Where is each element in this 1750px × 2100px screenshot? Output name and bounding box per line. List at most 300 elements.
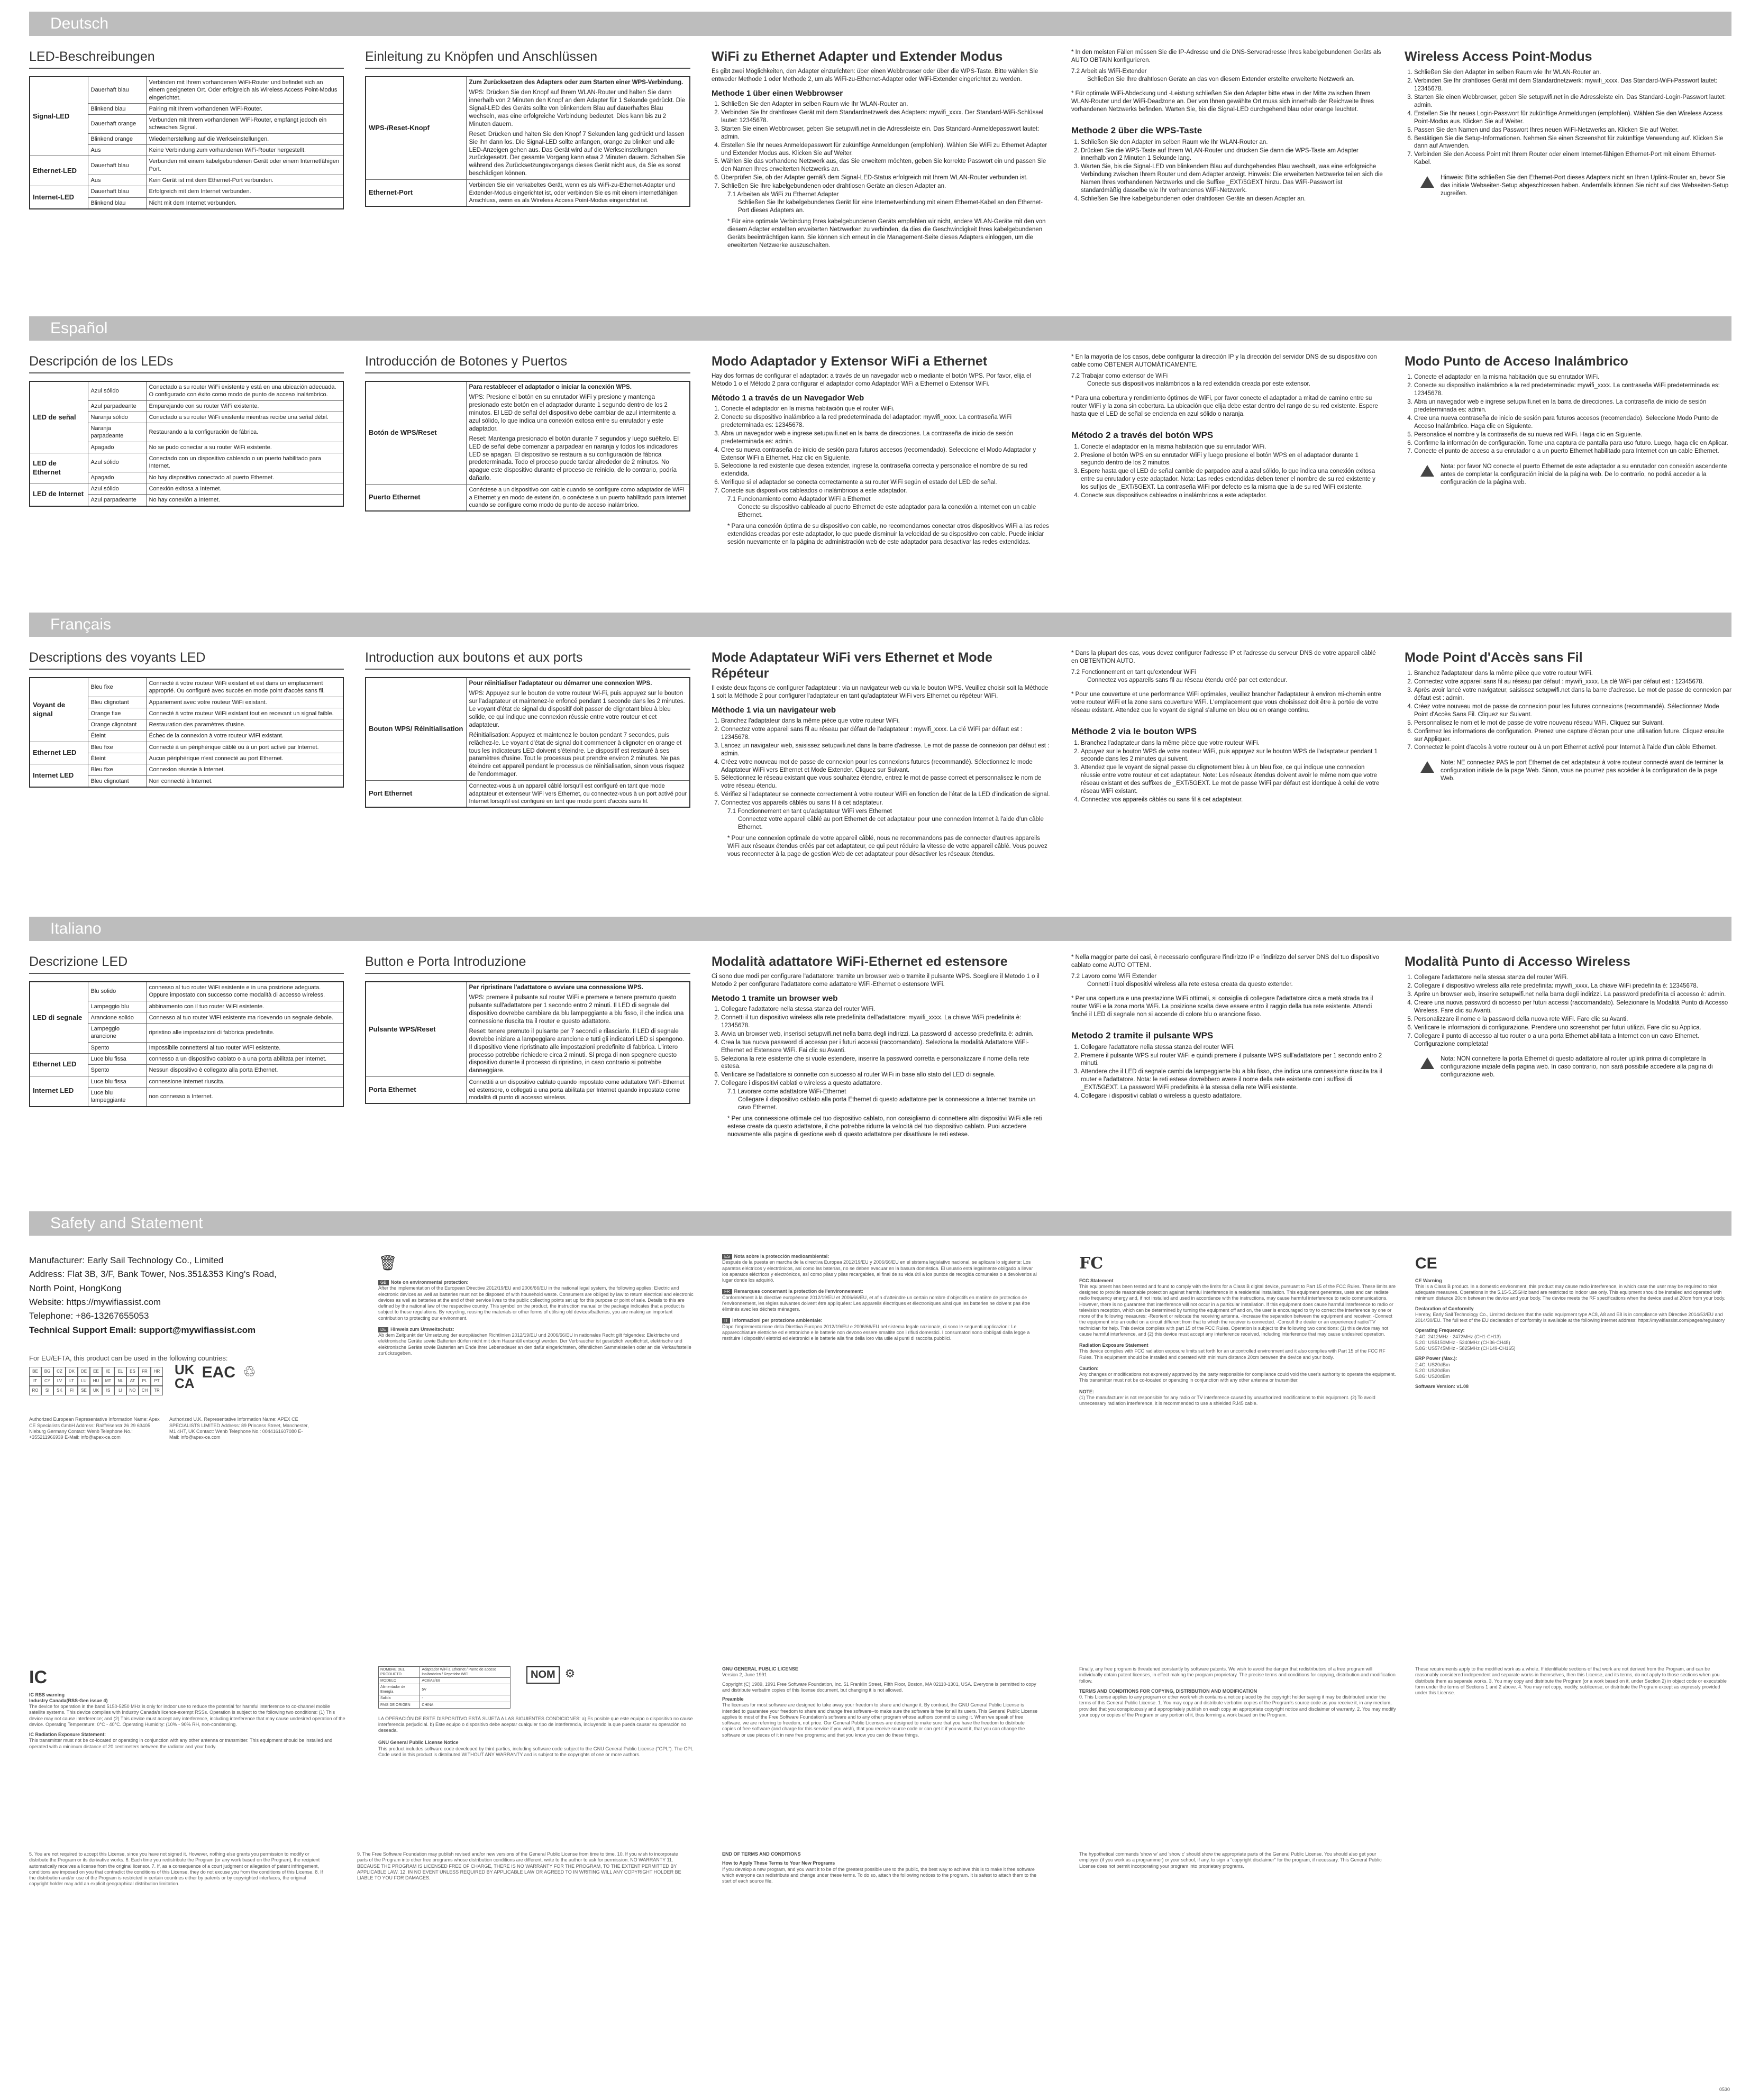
step-7-1-title: 7.1 Lavorare come adattatore WiFi-Ethernet xyxy=(727,1089,846,1095)
section-es xyxy=(29,316,1731,546)
gpl-sections-5-8: 5. You are not required to accept this License, since you have not signed it. However, nothing else grants you permission to modify or distribute the Program or its derivative works. 6. Each time you redistribute the Program (or any work based on the Program), the recipient automatically receives a license from the original licensor. 7. If, as a consequence of a court judgment or allegation of patent infringement, conditions are imposed on you that contradict the conditions of this License, they do not excuse you from the conditions of this License. 8. If the distribution and/or use of the Program is restricted in certain countries either by patents or by copyrighted interfaces, the original copyright holder may add an explicit geographical distribution limitation. xyxy=(29,1851,323,1887)
country-code: RO xyxy=(29,1386,41,1395)
method2-title: Methode 2 über die WPS-Taste xyxy=(1071,125,1202,135)
button-title: Button e Porta Introduzione xyxy=(365,954,526,969)
section-de xyxy=(29,12,1731,250)
method1-column xyxy=(712,954,1071,1139)
step-item: 5. Personalice el nombre y la contraseña de su nueva red WiFi. Haga clic en Siguiente. xyxy=(1414,431,1731,439)
step-item: 3. Starten Sie einen Webbrowser, geben Sie setupwifi.net in die Adressleiste ein. Das Standard-Anmeldepasswort lautet: admin. xyxy=(721,125,1050,141)
step-item: 6. Confirme la información de configuración. Tome una captura de pantalla para uso futuro. Luego, haga clic en Aplicar. xyxy=(1414,440,1731,448)
led-description: Nicht mit dem Internet verbunden. xyxy=(146,197,343,209)
method1-title: Méthode 1 via un navigateur web xyxy=(712,705,836,715)
step-item: 3. Starten Sie einen Webbrowser, geben Sie setupwifi.net in die Adressleiste ein. Das Standard-Login-Passwort lautet: admin. xyxy=(1414,94,1731,109)
ethernet-row xyxy=(366,1077,690,1103)
it-tag-icon: IT xyxy=(722,1318,730,1323)
step-item: 1. Collegare l'adattatore nella stessa stanza del router WiFi. xyxy=(1414,974,1731,982)
ethernet-row xyxy=(366,180,690,206)
led-description: Conectado con un dispositivo cableado o un puerto habilitado para Internet. xyxy=(146,453,343,472)
step-item: 4. Erstellen Sie Ihr neues Anmeldepasswort für zukünftige Anmeldungen (empfohlen). Wählen Sie WiFi zu Ethernet Adapter und Extender Modus aus. Klicken Sie auf Weiter. xyxy=(721,142,1050,158)
nom-key: Salida xyxy=(379,1695,420,1702)
led-state: Apagado xyxy=(88,472,146,483)
divider xyxy=(365,669,690,670)
ap-steps xyxy=(1405,670,1731,752)
fcc-block xyxy=(1079,1254,1397,1407)
step-item: 4. Erstellen Sie Ihr neues Login-Passwort für zukünftige Anmeldungen (empfohlen). Wählen Sie den Wireless Access Point-Modus aus. Klicken Sie auf Weiter. xyxy=(1414,110,1731,126)
wee-bin-icon: ♲ xyxy=(242,1364,257,1381)
led-state: Azul sólido xyxy=(88,453,146,472)
wps-button-desc xyxy=(466,678,690,781)
step-item: 2. Verbinden Sie Ihr drahtloses Gerät mit dem Standardnetzwerk des Adapters: mywifi_xxxx. Der Standard-WiFi-Schlüssel lautet: 12345678. xyxy=(721,109,1050,125)
led-row xyxy=(30,483,343,494)
gpl-sections-9-12: 9. The Free Software Foundation may publish revised and/or new versions of the General Public License from time to time. 10. If you wish to incorporate parts of the Program into other free programs whose distribution conditions are different, write to the author to ask for permission. NO WARRANTY 11. BECAUSE THE PROGRAM IS LICENSED FREE OF CHARGE, THERE IS NO WARRANTY FOR THE PROGRAM, TO THE EXTENT PERMITTED BY APPLICABLE LAW. 12. IN NO EVENT UNLESS REQUIRED BY APPLICABLE LAW OR AGREED TO IN WRITING WILL ANY COPYRIGHT HOLDER BE LIABLE TO YOU FOR DAMAGES. xyxy=(357,1851,681,1880)
step-item: 7. Conecte sus dispositivos cableados o inalámbricos a este adaptador. xyxy=(721,487,1050,495)
led-title: Descriptions des voyants LED xyxy=(29,650,206,665)
wps-button-desc xyxy=(466,77,690,180)
country-code: UK xyxy=(90,1386,102,1395)
es-tag-icon: ES xyxy=(722,1254,732,1259)
led-description: No hay dispositivo conectado al puerto Ethernet. xyxy=(146,472,343,483)
button-table xyxy=(365,76,690,207)
step-item: 4. Creare una nuova password di accesso per futuri accessi (raccomandato). Selezionare la Modalità Punto di Accesso Wireless. Fare clic su Avanti. xyxy=(1414,999,1731,1015)
divider xyxy=(365,973,690,974)
env-es-title: Nota sobre la protección medioambiental: xyxy=(734,1254,830,1259)
step-item: 3. Avvia un browser web, inserisci setupwifi.net nella barra degli indirizzi. La password di accesso predefinita è: admin. xyxy=(721,1030,1050,1038)
step-7-2-text: Conecte sus dispositivos inalámbricos a la red extendida creada por este extensor. xyxy=(1087,380,1310,387)
country-code: LI xyxy=(114,1386,126,1395)
ip-footnote: * Dans la plupart des cas, vous devez configurer l'adresse IP et l'adresse du serveur DNS de votre appareil câblé en OBTENTION AUTO. xyxy=(1071,650,1376,664)
support-email[interactable]: Technical Support Email: support@mywifiassist.com xyxy=(29,1325,256,1335)
erp-52: 5.2G: US20dBm xyxy=(1415,1367,1450,1373)
coverage-footnote: * Für optimale WiFi-Abdeckung und -Leistung schließen Sie den Adapter bitte etwa in der Mitte zwischen Ihrem WLAN-Router und der WiFi-Deadzone an. Der von Ihnen gewählte Ort muss sich innerhalb der Reichweite Ihres vorhandenen Netzwerks befinden. Warten Sie, bis die Signal-LED durchgehend blau oder orange leuchtet. xyxy=(1071,90,1374,113)
method2-steps xyxy=(1071,739,1383,805)
ic-text: The device for operation in the band 5150-5250 MHz is only for indoor use to reduce the potential for harmful interference to co-channel mobile satellite systems. This device complies with Industry Canada's licence-exempt RSSs. Operation is subject to the following two conditions: (1) This device may not cause interference; and (2) This device must accept any interference, including interference that may cause undesired operation of the device. Operating Temperature: 0°C - 40°C. Operating Humidity: (10% - 90% RH, non-condensing. xyxy=(29,1704,345,1727)
nom-table xyxy=(378,1666,511,1709)
led-group-label: Ethernet LED xyxy=(30,742,88,764)
led-state: Blinkend blau xyxy=(88,103,146,114)
section-it xyxy=(29,917,1731,1139)
led-state: Azul sólido xyxy=(88,483,146,494)
country-code: EL xyxy=(114,1367,126,1376)
nom-value: CHINA xyxy=(420,1702,511,1708)
country-code: DK xyxy=(66,1367,78,1376)
country-code: SI xyxy=(41,1386,53,1395)
step-item: 3. Après avoir lancé votre navigateur, saisissez setupwifi.net dans la barre d'adresse. Le mot de passe de connexion par défaut est : admin. xyxy=(1414,687,1731,702)
step-item: 7. Verbinden Sie den Access Point mit Ihrem Router oder einem Internet-fähigen Ethernet-Port mit einem Ethernet-Kabel. xyxy=(1414,151,1731,167)
step-item: 1. Conecte el adaptador en la misma habitación que su enrutador WiFi. xyxy=(1081,443,1383,451)
nom-key: NOMBRE DEL PRODUCTO xyxy=(379,1667,420,1678)
method2-column xyxy=(1071,353,1405,546)
nom-value: AC8/A8/E8 xyxy=(420,1678,511,1684)
step-item: 5. Seleziona la rete esistente che si vuole estendere, inserire la password corretta e personalizzare il nome della rete estesa. xyxy=(721,1055,1050,1071)
nom-key: MODELO xyxy=(379,1678,420,1684)
step-item: 3. Espere hasta que el LED de señal cambie de parpadeo azul a azul sólido, lo que indica una conexión exitosa entre su enrutador y este adaptador. Nota: Las redes extendidas deben tener el nombre de su red existente y los sufijos de _EXT/5GEXT. La contraseña WiFi por defecto es la misma que la de su red WiFi existente. xyxy=(1081,468,1383,491)
env-fr-text: Conformément à la directive européenne 2012/19/EU et 2006/66/EU, et afin d'atteindre un certain nombre d'objectifs en matière de protection de l'environnement, les règles suivantes doivent être appliquées: Les appareils électriques et électroniques ainsi que les batteries ne doivent pas être éliminés avec les déchets ménagers. xyxy=(722,1294,1031,1312)
led-description: No hay conexión a Internet. xyxy=(146,495,343,506)
ap-column xyxy=(1405,49,1731,250)
led-state: Lampeggio arancione xyxy=(88,1024,146,1043)
step-item: 1. Schließen Sie den Adapter im selben Raum wie Ihr WLAN-Router an. xyxy=(1414,69,1731,77)
step-item: 2. Conecte su dispositivo inalámbrico a la red predeterminada del adaptador: mywifi_xxxx. La contraseña WiFi predeterminada es: 12345678. xyxy=(721,414,1050,430)
reset-text: Reset: Mantenga presionado el botón durante 7 segundos y luego suéltelo. El LED de señal debe comenzar a parpadear en naranja y todos los indicadores LED se apagan. El dispositivo se restaura a su configuración de fábrica predeterminada. Todo el proceso puede tardar alrededor de 2 minutos. No apague este dispositivo durante el proceso de reinicio, de lo contrario, podría dañarlo. xyxy=(469,435,679,482)
nom-block xyxy=(378,1666,696,1758)
safety-band: Safety and Statement xyxy=(29,1211,1731,1236)
erp-24: 2.4G: US20dBm xyxy=(1415,1362,1450,1367)
led-state: Dauerhaft blau xyxy=(88,77,146,103)
led-state: Orange fixe xyxy=(88,708,146,719)
ic-rad-text: This transmitter must not be co-located or operating in conjunction with any other antenna or transmitter. This equipment should be installed and operated with a minimum distance of 20 centimeters between the radiator and your body. xyxy=(29,1738,333,1749)
step-item: 5. Seleccione la red existente que desea extender, ingrese la contraseña correcta y personalice el nombre de su red extendida. xyxy=(721,462,1050,478)
method1-steps xyxy=(712,405,1050,495)
wps-row xyxy=(366,77,690,180)
step-item: 5. Personalizzare il nome e la password della nuova rete WiFi. Fare clic su Avanti. xyxy=(1414,1016,1731,1024)
led-description: Connexion réussie à Internet. xyxy=(146,764,343,775)
eu-representative: Authorized European Representative Information Name: Apex CE Specialists GmbH Address: Raiffeisenstr 26 29 63405 Nieburg Germany Contact: Wenb Telephone No.: +355211966939 E-Mail: info@apex-ce.com xyxy=(29,1417,160,1440)
fcc-note-text: (1) The manufacturer is not responsible for any radio or TV interference caused by unauthorized modifications to this equipment. (2) To avoid unnecessary radiation interference, it is recommended to use a shielded RJ45 cable. xyxy=(1079,1394,1375,1406)
led-column xyxy=(29,954,365,1139)
step-7-1-text: Connectez votre appareil câblé au port Ethernet de cet adaptateur pour une connexion Internet à l'aide d'un câble Ethernet. xyxy=(738,816,1044,831)
nom-mark-icon: NOM xyxy=(526,1666,560,1684)
ap-title: Modalità Punto di Accesso Wireless xyxy=(1405,954,1630,969)
method1-title: Metodo 1 tramite un browser web xyxy=(712,993,838,1003)
gpl-terms: 0. This License applies to any program or other work which contains a notice placed by the copyright holder saying it may be distributed under the terms of this General Public License. 1. You may copy and distribute verbatim copies of the Program's source code as you receive it, in any medium, provided that you conspicuously and appropriately publish on each copy an appropriate copyright notice and disclaimer of warranty. 2. You may modify your copy or copies of the Program or any portion of it, thus forming a work based on the Program. xyxy=(1079,1694,1396,1718)
nom-row xyxy=(379,1702,511,1708)
step-item: 1. Collegare l'adattatore nella stessa stanza del router WiFi. xyxy=(1081,1044,1383,1052)
gpl-block-6 xyxy=(1079,1851,1397,1869)
gpl-sections: These requirements apply to the modified work as a whole. If identifiable sections of that work are not derived from the Program, and can be reasonably considered independent and separate works in themselves, then this License, and its terms, do not apply to those sections when you distribute them as separate works. 3. You may copy and distribute the Program (or a work based on it, under Section 2) in object code or executable form under the terms of Sections 1 and 2 above. 4. You may not copy, modify, sublicense, or distribute the Program except as expressly provided under this License. xyxy=(1415,1666,1727,1695)
led-description: Connesso al tuo router WiFi esistente ma ricevendo un segnale debole. xyxy=(146,1012,343,1023)
led-group-label: LED di segnale xyxy=(30,982,88,1054)
step-item: 7. Collegare il punto di accesso al tuo router o a una porta Ethernet abilitata a Internet con un cavo Ethernet. Configurazione completata! xyxy=(1414,1033,1731,1048)
led-state: Dauerhaft blau xyxy=(88,186,146,197)
led-description: Kein Gerät ist mit dem Ethernet-Port verbunden. xyxy=(146,175,343,186)
ap-title: Modo Punto de Acceso Inalámbrico xyxy=(1405,354,1628,369)
led-group-label: Signal-LED xyxy=(30,77,88,156)
country-code: MT xyxy=(102,1376,114,1386)
gpl-preamble: The licenses for most software are designed to take away your freedom to share and change it. By contrast, the GNU General Public License is intended to guarantee your freedom to share and change free software--to make sure the software is free for all its users. This General Public License applies to most of the Free Software Foundation's software and to any other program whose authors commit to using it. When we speak of free software, we are referring to freedom, not price. Our General Public Licenses are designed to make sure that you have the freedom to distribute copies of free software (and charge for this service if you wish), that you receive source code or can get it if you want it, that you can change the software or use pieces of it in new free programs; and that you know you can do these things. xyxy=(722,1702,1038,1738)
freq-58: 5.8G: US5745MHz - 5825MHz (CH149-CH165) xyxy=(1415,1346,1516,1351)
step-item: 1. Schließen Sie den Adapter im selben Raum wie Ihr WLAN-Router an. xyxy=(1081,139,1383,147)
nom-row xyxy=(379,1678,511,1684)
led-description: Conectado a su router WiFi existente y está en una ubicación adecuada. O configurado con éxito como modo de punto de acceso inalámbrico. xyxy=(146,381,343,400)
led-state: Bleu clignotant xyxy=(88,775,146,787)
led-description: Keine Verbindung zum vorhandenen WiFi-Router hergestellt. xyxy=(146,145,343,156)
ap-title: Wireless Access Point-Modus xyxy=(1405,49,1592,64)
led-group-label: Internet-LED xyxy=(30,186,88,209)
manufacturer-info xyxy=(29,1254,325,1337)
led-description: Appariement avec votre routeur WiFi existant. xyxy=(146,697,343,708)
nyce-mark-icon: ⚙ xyxy=(564,1667,576,1680)
ip-footnote: * In den meisten Fällen müssen Sie die IP-Adresse und die DNS-Serveradresse Ihres kabelgebundenen Geräts als AUTO OBTAIN konfigurieren. xyxy=(1071,49,1381,63)
step-item: 3. Abra un navegador web e ingrese setupwifi.net en la barra de direcciones. La contraseña de inicio de sesión predeterminada es: admin. xyxy=(1414,398,1731,414)
page-number-text: 0530 xyxy=(1719,2087,1730,2092)
step-item: 2. Connectez votre appareil sans fil au réseau par défaut de l'adaptateur : mywifi_xxxx. La clé WiFi par défaut est : 12345678. xyxy=(721,726,1050,742)
country-code: HR xyxy=(151,1367,163,1376)
en-tag-icon: GB xyxy=(378,1280,389,1285)
led-description: No se pudo conectar a su router WiFi existente. xyxy=(146,442,343,453)
ce-mark-icon: CE xyxy=(1415,1255,1437,1272)
led-description: Verbinden mit Ihrem vorhandenen WiFi-Router und befindet sich an einem geeigneten Ort. Oder erfolgreich als Wireless Access Point-Modus eingerichtet. xyxy=(146,77,343,103)
method1-footnote: * Pour une connexion optimale de votre appareil câblé, nous ne recommandons pas de connecter d'autres appareils WiFi aux réseaux étendus créés par cet adaptateur, ce qui peut réduire la vitesse de votre appareil câblé. Vous pouvez vous reconnecter à la page de gestion Web de cet adaptateur pour désactiver les réseaux étendus. xyxy=(727,835,1047,857)
ic-block xyxy=(29,1666,347,1750)
nom-value: - xyxy=(420,1695,511,1702)
ip-footnote: * Nella maggior parte dei casi, è necessario configurare l'indirizzo IP e l'indirizzo del server DNS del tuo dispositivo cablato come AUTO OTTENI. xyxy=(1071,954,1380,969)
led-description: connesso a un dispositivo cablato o a una porta abilitata per Internet. xyxy=(146,1054,343,1065)
step-item: 2. Collegare il dispositivo wireless alla rete predefinita: mywifi_xxxx. La chiave WiFi predefinita è: 12345678. xyxy=(1414,982,1731,990)
step-item: 6. Verifique si el adaptador se conecta correctamente a su router WiFi según el estado del LED de señal. xyxy=(721,479,1050,487)
eu-countries-title: For EU/EFTA, this product can be used in the following countries: xyxy=(29,1354,228,1362)
led-state: Blu solido xyxy=(88,982,146,1001)
method2-title: Méthode 2 via le bouton WPS xyxy=(1071,726,1197,736)
adapter-mode-intro: Hay dos formas de configurar el adaptador: a través de un navegador web o mediante el botón WPS. Por favor, elija el Método 1 o el Método 2 para configurar el adaptador como Adaptador WiFi a Ethernet o Extensor WiFi. xyxy=(712,373,1032,387)
led-state: Azul parpadeante xyxy=(88,400,146,412)
rf-title: Radiation Exposure Statement xyxy=(1079,1343,1149,1348)
led-row xyxy=(30,453,343,472)
button-column xyxy=(365,49,712,250)
freq-24: 2.4G: 2412MHz - 2472MHz (CH1-CH13) xyxy=(1415,1334,1501,1339)
wps-head: Zum Zurücksetzen des Adapters oder zum Starten einer WPS-Verbindung. xyxy=(469,79,683,86)
wps-button-label: Botón de WPS/Reset xyxy=(366,381,466,485)
led-description: Verbunden mit einem kabelgebundenen Gerät oder einem Internetfähigen Port. xyxy=(146,156,343,175)
wps-row xyxy=(366,982,690,1077)
led-table xyxy=(29,381,344,507)
step-item: 7. Connectez le point d'accès à votre routeur ou à un port Ethernet activé pour Internet à l'aide d'un câble Ethernet. xyxy=(1414,744,1731,752)
fcc-text: This equipment has been tested and found to comply with the limits for a Class B digital device, pursuant to Part 15 of the FCC Rules. These limits are designed to provide reasonable protection against harmful interference in a residential installation. This equipment generates, uses and can radiate radio frequency energy and, if not installed and used in accordance with the instructions, may cause harmful interference to radio communications. However, there is no guarantee that interference will not occur in a particular installation. If this equipment does cause harmful interference to radio or television reception, which can be determined by turning the equipment off and on, the user is encouraged to try to correct the interference by one or more of the following measures: -Reorient or relocate the receiving antenna. -Increase the separation between the equipment and receiver. -Connect the equipment into an outlet on a circuit different from that to which the receiver is connected. -Consult the dealer or an experienced radio/TV technician for help. This device complies with part 15 of the FCC Rules. Operation is subject to the following two conditions: (1) this device may not cause harmful interference, and (2) this device must accept any interference received, including interference that may cause undesired operation. xyxy=(1079,1283,1396,1337)
led-title: Descrizione LED xyxy=(29,954,128,969)
ethernet-port-desc: Verbinden Sie ein verkabeltes Gerät, wenn es als WiFi-zu-Ethernet-Adapter und Extender-Modus eingerichtet ist, oder verbinden Sie es mit einem internetfähigen Anschluss, wenn es als Wireless Access Point-Modus eingerichtet ist. xyxy=(466,180,690,206)
led-state: Dauerhaft orange xyxy=(88,115,146,134)
address-city: North Point, HongKong xyxy=(29,1283,122,1293)
country-code: IT xyxy=(29,1376,41,1386)
led-state: Arancione solido xyxy=(88,1012,146,1023)
wps-button-desc xyxy=(466,381,690,485)
method1-steps xyxy=(712,717,1050,807)
divider xyxy=(29,973,344,974)
step-item: 4. Cree una nueva contraseña de inicio de sesión para futuros accesos (recomendado). Seleccione Modo Punto de Acceso Inalámbrico. Haga clic en Siguiente. xyxy=(1414,415,1731,431)
doc-text: Hereby, Early Sail Technology Co., Limited declares that the radio equipment type AC8, A8 and E8 is in compliance with Directive 2014/53/EU and 2014/30/EU. The full text of the EU declaration of conformity is available at the following internet address: https://mywifiassist.com/pages/regulatory xyxy=(1415,1311,1725,1323)
led-group-label: Voyant de signal xyxy=(30,678,88,742)
method2-column xyxy=(1071,954,1405,1139)
wps-text: WPS: Appuyez sur le bouton de votre routeur Wi-Fi, puis appuyez sur le bouton sur l'adaptateur et maintenez-le enfoncé pendant 1 seconde dans les 2 minutes. Le voyant d'état de signal du dispositif doit passer de clignotant bleu à bleu solide, ce qui indique une connexion réussie entre votre routeur et cet adaptateur. xyxy=(469,690,685,728)
address: Address: Flat 3B, 3/F, Bank Tower, Nos.351&353 King's Road, xyxy=(29,1269,277,1280)
ap-note xyxy=(1420,174,1731,198)
led-description: Non connecté à Internet. xyxy=(146,775,343,787)
button-table xyxy=(365,677,690,808)
button-column xyxy=(365,954,712,1139)
step-item: 4. Schließen Sie Ihre kabelgebundenen oder drahtlosen Geräte an diesen Adapter an. xyxy=(1081,195,1383,203)
telephone: Telephone: +86-13267655053 xyxy=(29,1311,149,1321)
coverage-footnote: * Para una cobertura y rendimiento óptimos de WiFi, por favor conecte el adaptador a mitad de camino entre su router WiFi y la zona sin cobertura. La ubicación que elija debe estar dentro del rango de su red existente. Espere hasta que el LED de señal se encienda en azul sólido o naranja. xyxy=(1071,395,1378,417)
coverage-footnote: * Pour une couverture et une performance WiFi optimales, veuillez brancher l'adaptateur à environ mi-chemin entre votre routeur WiFi et la zone sans couverture WiFi. L'emplacement que vous choisissez doit être à portée de votre réseau existant. Attendez que le voyant de signal s'allume en bleu ou en orange continu. xyxy=(1071,691,1381,714)
rf-text: This device complies with FCC radiation exposure limits set forth for an uncontrolled environment and it also complies with Part 15 of the FCC RF Rules. This equipment should be installed and operated with minimum distance 20cm between the device and your body. xyxy=(1079,1348,1386,1360)
coverage-footnote: * Per una copertura e una prestazione WiFi ottimali, si consiglia di collegare l'adattatore circa a metà strada tra il router WiFi e la zona morta WiFi. La posizione scelta deve essere entro il raggio della tua rete esistente. Attendi finché il LED di segnale non si accende di colore blu o arancione fisso. xyxy=(1071,995,1373,1018)
country-code: FI xyxy=(66,1386,78,1395)
country-grid xyxy=(29,1367,164,1395)
led-row xyxy=(30,1076,343,1087)
led-row xyxy=(30,77,343,103)
gnu-notice-title: GNU General Public License Notice xyxy=(378,1740,459,1746)
led-state: Spento xyxy=(88,1065,146,1076)
led-state: Blinkend blau xyxy=(88,197,146,209)
led-column xyxy=(29,49,365,250)
ce-text: This is a Class B product. In a domestic environment, this product may cause radio interference, in which case the user may be required to take adequate measures. Operations in the 5.15-5.25GHz band are restricted to indoor use only. This equipment should be installed and operated with minimum distance 20cm between the device and your body. The device meets the RF specifications when the device used at 20cm from your body. xyxy=(1415,1283,1726,1301)
reset-text: Reset: tenere premuto il pulsante per 7 secondi e rilasciarlo. Il LED di segnale dovrebbe iniziare a lampeggiare arancione e tutti gli indicatori LED si spengono. Il dispositivo viene ripristinato alle impostazioni predefinite di fabbrica. L'intero processo potrebbe richiedere circa 2 minuti. Si prega di non spegnere questo dispositivo durante il processo di ripristino, in caso contrario si potrebbe danneggiare. xyxy=(469,1028,685,1074)
country-code: EE xyxy=(90,1367,102,1376)
led-group-label: Internet LED xyxy=(30,764,88,787)
erp-58: 5.8G: US20dBm xyxy=(1415,1374,1450,1379)
step-item: 1. Schließen Sie den Adapter im selben Raum wie Ihr WLAN-Router an. xyxy=(721,101,1050,108)
wps-button-desc xyxy=(466,982,690,1077)
reset-text: Reset: Drücken und halten Sie den Knopf 7 Sekunden lang gedrückt und lassen Sie ihn dann los. Die Signal-LED sollte anfangen, orange zu blinken und alle LED-Anzeigen gehen aus. Das Gerät wird auf die Werkseinstellungen zurückgesetzt. Der gesamte Vorgang kann etwa 2 Minuten dauern. Schalten Sie während des Zurücksetzungsvorgangs dieses Gerät nicht aus, da Sie es sonst beschädigen können. xyxy=(469,131,685,177)
led-state: Orange clignotant xyxy=(88,719,146,731)
step-7-1-text: Collegare il dispositivo cablato alla porta Ethernet di questo adattatore per la connessione a Internet tramite un cavo Ethernet. xyxy=(738,1097,1036,1111)
led-description: Connecté à votre routeur WiFi existant tout en recevant un signal faible. xyxy=(146,708,343,719)
gpl-howto: If you develop a new program, and you want it to be of the greatest possible use to the public, the best way to achieve this is to make it free software which everyone can redistribute and change under these terms. To do so, attach the following notices to the program. It is safest to attach them to the start of each source file. xyxy=(722,1866,1037,1884)
step-item: 2. Drücken Sie die WPS-Taste auf Ihrem WLAN-Router und drücken Sie dann die WPS-Taste am Adapter innerhalb von 2 Minuten 1 Sekunde lang. xyxy=(1081,147,1383,163)
step-item: 4. Cree su nueva contraseña de inicio de sesión para futuros accesos (recomendado). Seleccione el Modo Adaptador y Extensor WiFi a Ethernet. Haz clic en Siguiente. xyxy=(721,446,1050,462)
method1-title: Método 1 a través de un Navegador Web xyxy=(712,393,864,403)
gpl-closing: The hypothetical commands 'show w' and 'show c' should show the appropriate parts of the General Public License. You should also get your employer (if you work as a programmer) or your school, if any, to sign a "copyright disclaimer" for the program, if necessary. This General Public License does not permit incorporating your program into proprietary programs. xyxy=(1079,1851,1382,1869)
step-7-1-text: Conecte su dispositivo cableado al puerto Ethernet de este adaptador para la conexión a Internet con un cable Ethernet. xyxy=(738,504,1036,519)
led-description: Restaurando a la configuración de fábrica. xyxy=(146,423,343,442)
step-item: 1. Branchez l'adaptateur dans la même pièce que votre routeur WiFi. xyxy=(1414,670,1731,678)
step-7-2-title: 7.2 Arbeit als WiFi-Extender xyxy=(1071,68,1147,75)
led-state: Bleu fixe xyxy=(88,742,146,753)
led-row xyxy=(30,186,343,197)
wps-head: Per ripristinare l'adattatore o avviare una connessione WPS. xyxy=(469,984,643,991)
ap-note-text: Note: NE connectez PAS le port Ethernet de cet adaptateur à votre routeur connecté avant de terminer la configuration initiale de la page Web. Sinon, vous ne pourrez pas accéder à la configuration de la page Web. xyxy=(1441,760,1724,782)
language-columns xyxy=(29,650,1731,859)
led-description: Wiederherstellung auf die Werkseinstellungen. xyxy=(146,133,343,144)
led-row xyxy=(30,1054,343,1065)
step-item: 2. Connetti il tuo dispositivo wireless alla rete predefinita dell'adattatore: mywifi_xxxx. La chiave WiFi predefinita è: 12345678. xyxy=(721,1014,1050,1030)
led-description: Impossibile connettersi al tuo router WiFi esistente. xyxy=(146,1042,343,1053)
step-item: 6. Confirmez les informations de configuration. Prenez une capture d'écran pour une utilisation future. Cliquez ensuite sur Appliquer. xyxy=(1414,728,1731,744)
led-state: Luce blu lampeggiante xyxy=(88,1087,146,1106)
step-item: 1. Branchez l'adaptateur dans la même pièce que votre routeur WiFi. xyxy=(1081,739,1383,747)
led-description: abbinamento con il tuo router WiFi esistente. xyxy=(146,1001,343,1012)
led-table xyxy=(29,981,344,1107)
ethernet-port-desc: Conéctese a un dispositivo con cable cuando se configure como adaptador de WiFi a Ethernet y en modo de extensión, o conéctese a un puerto habilitado para Internet cuando se configure como modo de punto de acceso inalámbrico. xyxy=(466,485,690,511)
ethernet-port-label: Ethernet-Port xyxy=(366,180,466,206)
step-item: 5. Sélectionnez le réseau existant que vous souhaitez étendre, entrez le mot de passe correct et personnalisez le nom de votre réseau étendu. xyxy=(721,774,1050,790)
language-band: Italiano xyxy=(29,917,1731,941)
method1-title: Methode 1 über einen Webbrowser xyxy=(712,88,843,98)
led-group-label: LED de Ethernet xyxy=(30,453,88,483)
wps-button-label: Bouton WPS/ Réinitialisation xyxy=(366,678,466,781)
wps-text: WPS: Presione el botón en su enrutador WiFi y presione y mantenga presionado este botón en el adaptador durante 1 segundo dentro de los 2 minutos. El LED de señal del dispositivo debe cambiar de azul intermitente a azul sólido, lo que indica una conexión exitosa entre su enrutador y este adaptador. xyxy=(469,394,676,432)
step-7-1-title: 7.1 Arbeiten als WiFi zu Ethernet Adapter xyxy=(727,191,839,198)
freq-title: Operating Frequency: xyxy=(1415,1328,1465,1334)
country-code: DE xyxy=(78,1367,90,1376)
step-item: 2. Premere il pulsante WPS sul router WiFi e quindi premere il pulsante WPS sull'adattatore per 1 secondo entro 2 minuti. xyxy=(1081,1052,1383,1068)
divider xyxy=(29,669,344,670)
led-state: Spento xyxy=(88,1042,146,1053)
step-item: 7. Collegare i dispositivi cablati o wireless a questo adattatore. xyxy=(721,1080,1050,1088)
method1-footnote: * Für eine optimale Verbindung Ihres kabelgebundenen Geräts empfehlen wir nicht, andere WLAN-Geräte mit den von diesem Adapter erstellten erweiterten Netzwerken zu verbinden, da dies die Geschwindigkeit Ihres kabelgebundenen Geräts beeinträchtigen kann. Sie können sich erneut in die Management-Seite dieses Adapters einloggen, um die erweiterten Netzwerke auszuschalten. xyxy=(727,218,1046,249)
step-7-2-title: 7.2 Trabajar como extensor de WiFi xyxy=(1071,372,1168,379)
step-item: 3. Abra un navegador web e ingrese setupwifi.net en la barra de direcciones. La contraseña de inicio de sesión predeterminada es: admin. xyxy=(721,430,1050,446)
step-item: 6. Überprüfen Sie, ob der Adapter gemäß dem Signal-LED-Status erfolgreich mit Ihrem WLAN-Router verbunden ist. xyxy=(721,174,1050,182)
step-item: 1. Conecte el adaptador en la misma habitación que su enrutador WiFi. xyxy=(1414,373,1731,381)
led-description: Connecté à un périphérique câblé ou à un port activé par Internet. xyxy=(146,742,343,753)
led-column xyxy=(29,353,365,546)
led-row xyxy=(30,156,343,175)
ethernet-port-label: Puerto Ethernet xyxy=(366,485,466,511)
country-code: PL xyxy=(139,1376,151,1386)
nom-row xyxy=(379,1695,511,1702)
led-table xyxy=(29,76,344,209)
led-description: connesso al tuo router WiFi esistente e in una posizione adeguata. Oppure impostato con successo come modalità di accesso wireless. xyxy=(146,982,343,1001)
gpl-patents: Finally, any free program is threatened constantly by software patents. We wish to avoid the danger that redistributors of a free program will individually obtain patent licenses, in effect making the program proprietary. The precise terms and conditions for copying, distribution and modification follow. xyxy=(1079,1666,1396,1684)
wps-button-label: WPS-/Reset-Knopf xyxy=(366,77,466,180)
ethernet-row xyxy=(366,485,690,511)
divider xyxy=(29,372,344,373)
step-item: 4. Créez votre nouveau mot de passe de connexion pour les futures connexions (recommandé). Sélectionnez Mode Point d'Accès Sans Fil. Cliquez sur Suivant. xyxy=(1414,703,1731,719)
divider xyxy=(29,68,344,69)
ethernet-port-label: Porta Ethernet xyxy=(366,1077,466,1103)
method2-column xyxy=(1071,650,1405,859)
led-state: Apagado xyxy=(88,442,146,453)
ap-column xyxy=(1405,353,1731,546)
website[interactable]: Website: https://mywifiassist.com xyxy=(29,1297,161,1308)
led-table xyxy=(29,677,344,788)
led-state: Éteint xyxy=(88,753,146,764)
step-item: 2. Appuyez sur le bouton WPS de votre routeur WiFi, puis appuyez sur le bouton WPS de l'adaptateur pendant 1 seconde dans les 2 minutes qui suivent. xyxy=(1081,748,1383,764)
warning-icon xyxy=(1420,176,1434,188)
method2-column xyxy=(1071,49,1405,250)
wps-text: WPS: Drücken Sie den Knopf auf Ihrem WLAN-Router und halten Sie dann innerhalb von 2 Minuten den Knopf an dem Adapter für 1 Sekunde gedrückt. Die Signal-LED des Geräts sollte von blinkendem Blau auf dauerhaftes Blau wechseln, was eine erfolgreiche Verbindung bedeutet. Dies kann bis zu 2 Minuten dauern. xyxy=(469,89,686,127)
env-en-title: Note on environmental protection: xyxy=(390,1280,469,1285)
gpl-block-4 xyxy=(29,1851,696,1887)
button-column xyxy=(365,650,712,859)
adapter-mode-intro: Il existe deux façons de configurer l'adaptateur : via un navigateur web ou via le bouton WPS. Veuillez choisir soit la Méthode 1 soit la Méthode 2 pour configurer l'adaptateur en tant qu'adaptateur WiFi vers Ethernet ou répéteur WiFi. xyxy=(712,685,1049,699)
gpl-end-title: END OF TERMS AND CONDITIONS xyxy=(722,1851,801,1857)
freq-52: 5.2G: US5150MHz - 5240MHz (CH36-CH48) xyxy=(1415,1339,1510,1345)
country-code: LT xyxy=(66,1376,78,1386)
country-code: PT xyxy=(151,1376,163,1386)
adapter-mode-title: WiFi zu Ethernet Adapter und Extender Modus xyxy=(712,49,1003,64)
step-7-2-title: 7.2 Fonctionnement en tant qu'extendeur WiFi xyxy=(1071,669,1196,675)
led-state: Luce blu fissa xyxy=(88,1076,146,1087)
step-item: 6. Verificare le informazioni di configurazione. Prendere uno screenshot per futuri utilizzi. Fare clic su Applica. xyxy=(1414,1024,1731,1032)
country-code: HU xyxy=(90,1376,102,1386)
led-column xyxy=(29,650,365,859)
gpl-version: Version 2, June 1991 xyxy=(722,1672,767,1678)
section-fr xyxy=(29,613,1731,859)
nom-note: LA OPERACIÓN DE ESTE DISPOSITIVO ESTÁ SUJETA A LAS SIGUIENTES CONDICIONES: a) Es posible que este equipo o dispositivo no cause interferencia perjudicial. b) Este equipo o dispositivo debe aceptar cualquier tipo de interferencia, incluyendo la que pueda causar su operación no deseada. xyxy=(378,1715,693,1733)
country-code: IS xyxy=(102,1386,114,1395)
step-7-1-title: 7.1 Fonctionnement en tant qu'adaptateur WiFi vers Ethernet xyxy=(727,808,892,815)
software-version: Software Version: v1.08 xyxy=(1415,1384,1469,1390)
ap-column xyxy=(1405,650,1731,859)
country-code: IE xyxy=(102,1367,114,1376)
led-state: Blinkend orange xyxy=(88,133,146,144)
doc-title: Declaration of Conformity xyxy=(1415,1305,1474,1311)
country-code: FR xyxy=(139,1367,151,1376)
led-description: ripristino alle impostazioni di fabbrica predefinite. xyxy=(146,1024,343,1043)
country-code: LV xyxy=(53,1376,66,1386)
wps-row xyxy=(366,381,690,485)
nom-value: Adaptador WiFi a Ethernet / Punto de acceso inalámbrico / Repetidor WiFi xyxy=(420,1667,511,1678)
country-code: CH xyxy=(139,1386,151,1395)
ethernet-port-desc: Connettiti a un dispositivo cablato quando impostato come adattatore WiFi-Ethernet ed estensore, o collegati a una porta abilitata per Internet quando impostato come modalità di punto di accesso wireless. xyxy=(466,1077,690,1103)
method2-title: Método 2 a través del botón WPS xyxy=(1071,430,1214,440)
warning-icon xyxy=(1420,761,1434,773)
gpl-preamble-title: Preamble xyxy=(722,1696,744,1702)
led-description: Conectado a su router WiFi existente mientras recibe una señal débil. xyxy=(146,412,343,423)
fcc-note-title: NOTE: xyxy=(1079,1389,1094,1394)
step-item: 3. Attendez que le voyant de signal passe du clignotement bleu à un bleu fixe, ce qui indique une connexion réussie entre votre routeur et cet adaptateur. Note: Les réseaux étendus doivent avoir le même nom que votre réseau existant et des suffixes de _EXT/5GEXT. Le mot de passe WiFi par défaut est identique à celui de votre réseau WiFi existant. xyxy=(1081,764,1383,796)
